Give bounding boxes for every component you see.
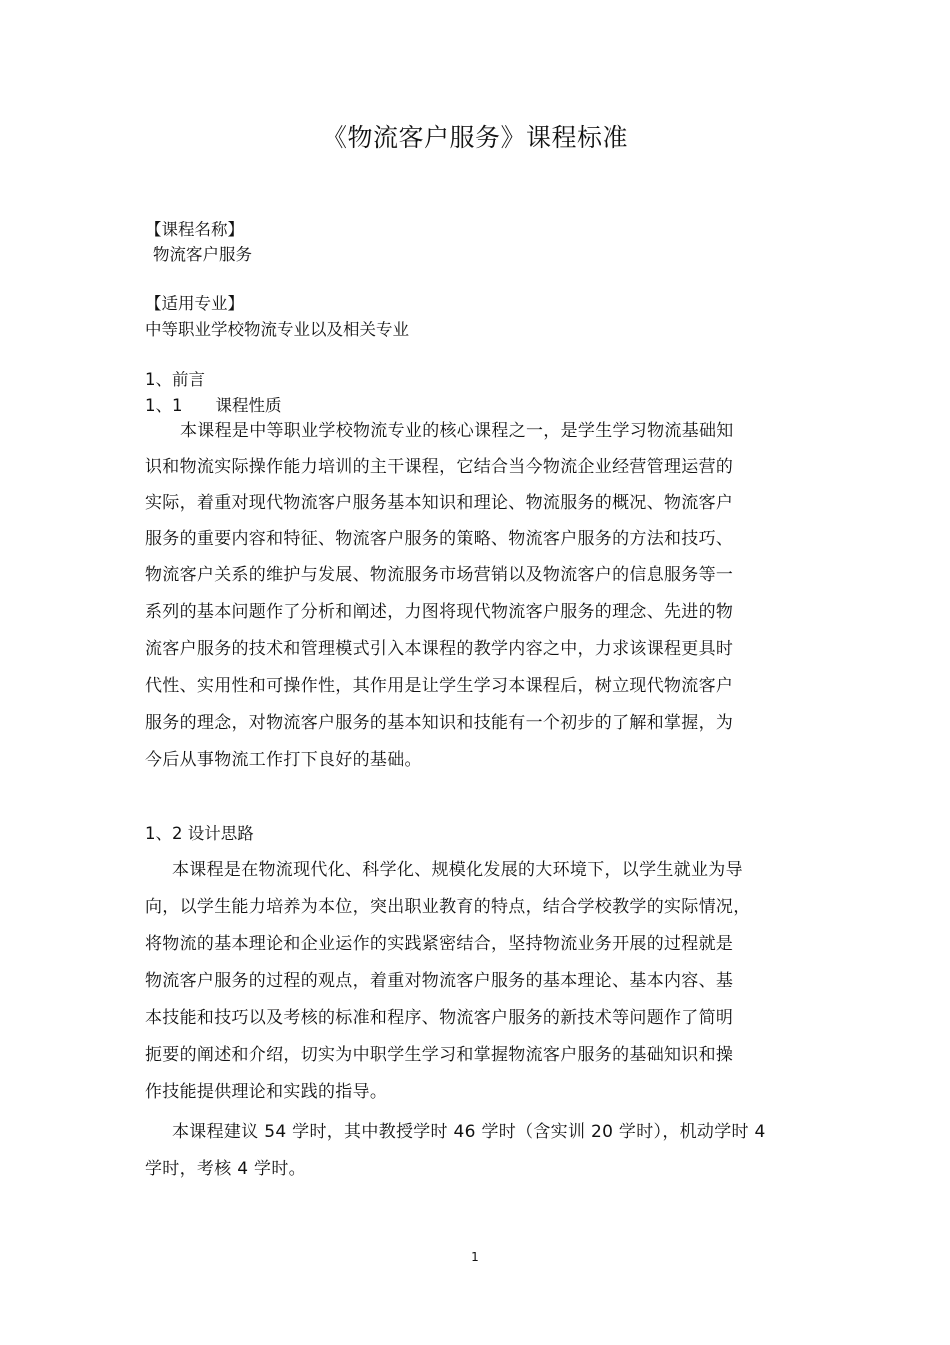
paragraph-line: 本技能和技巧以及考核的标准和程序、物流客户服务的新技术等问题作了简明	[145, 1008, 734, 1028]
paragraph-line: 本课程是在物流现代化、科学化、规模化发展的大环境下，以学生就业为导	[172, 860, 743, 880]
paragraph-line: 本课程建议 54 学时，其中教授学时 46 学时（含实训 20 学时），机动学时 4	[172, 1122, 766, 1142]
course-name-value: 物流客户服务	[153, 245, 252, 264]
paragraph-line: 服务的理念，对物流客户服务的基本知识和技能有一个初步的了解和掌握，为	[145, 713, 734, 733]
paragraph-line: 系列的基本问题作了分析和阐述，力图将现代物流客户服务的理念、先进的物	[145, 602, 734, 622]
paragraph-line: 向，以学生能力培养为本位，突出职业教育的特点，结合学校教学的实际情况，	[145, 897, 751, 917]
paragraph-line: 代性、实用性和可操作性，其作用是让学生学习本课程后，树立现代物流客户	[145, 676, 734, 696]
section-1-heading: 1、前言	[145, 370, 205, 389]
paragraph-line: 今后从事物流工作打下良好的基础。	[145, 750, 422, 770]
paragraph-line: 学时，考核 4 学时。	[145, 1159, 306, 1179]
paragraph-line: 服务的重要内容和特征、物流客户服务的策略、物流客户服务的方法和技巧、	[145, 529, 734, 549]
paragraph-line: 扼要的阐述和介绍，切实为中职学生学习和掌握物流客户服务的基础知识和操	[145, 1045, 734, 1065]
paragraph-line: 识和物流实际操作能力培训的主干课程，它结合当今物流企业经营管理运营的	[145, 457, 734, 477]
paragraph-line: 作技能提供理论和实践的指导。	[145, 1082, 388, 1102]
major-value: 中等职业学校物流专业以及相关专业	[145, 320, 409, 339]
document-title: 《物流客户服务》课程标准	[321, 123, 628, 152]
paragraph-line: 流客户服务的技术和管理模式引入本课程的教学内容之中，力求该课程更具时	[145, 639, 734, 659]
paragraph-line: 物流客户服务的过程的观点，着重对物流客户服务的基本理论、基本内容、基	[145, 971, 734, 991]
paragraph-line: 实际，着重对现代物流客户服务基本知识和理论、物流服务的概况、物流客户	[145, 493, 734, 513]
major-heading: 【适用专业】	[145, 294, 244, 313]
paragraph-line: 本课程是中等职业学校物流专业的核心课程之一，是学生学习物流基础知	[180, 421, 734, 441]
page-number: 1	[471, 1250, 479, 1264]
paragraph-line: 物流客户关系的维护与发展、物流服务市场营销以及物流客户的信息服务等一	[145, 565, 734, 585]
course-name-heading: 【课程名称】	[145, 220, 244, 239]
section-1-2-heading: 1、2 设计思路	[145, 824, 254, 843]
paragraph-line: 将物流的基本理论和企业运作的实践紧密结合，坚持物流业务开展的过程就是	[145, 934, 734, 954]
section-1-1-heading: 1、1 课程性质	[145, 396, 282, 415]
